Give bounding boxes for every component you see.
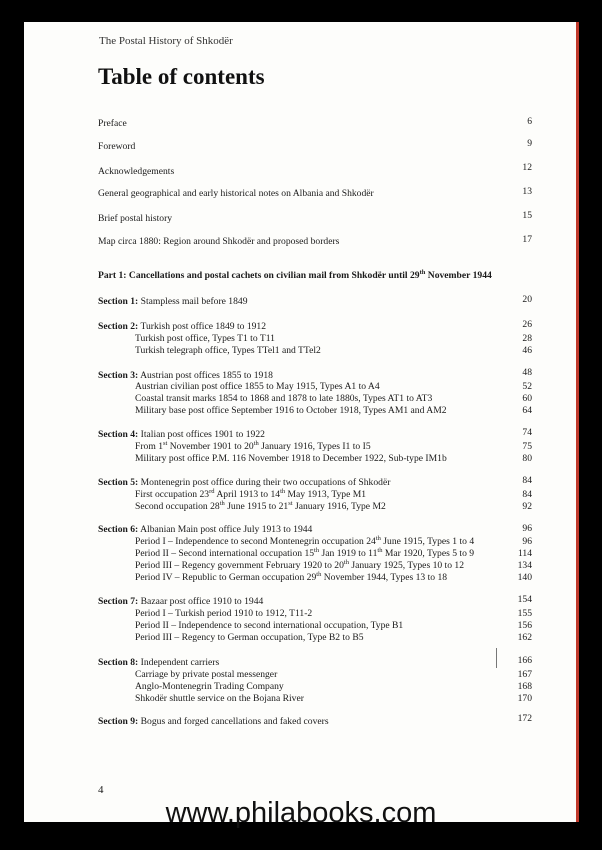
section-number: Section 4: [98, 429, 139, 440]
section-title: Bazaar post office 1910 to 1944 [140, 596, 264, 607]
toc-subentry-page: 46 [522, 345, 532, 356]
section-page: 154 [517, 594, 532, 605]
section-number: Section 7: [98, 596, 139, 607]
toc-entry-page: 9 [527, 138, 532, 149]
toc-subentry-label: Anglo-Montenegrin Trading Company [135, 681, 284, 692]
running-header: The Postal History of Shkodër [99, 35, 233, 47]
page-edge [576, 22, 579, 822]
page-number: 4 [98, 784, 104, 796]
section-page: 74 [522, 427, 532, 438]
part-heading [98, 270, 492, 281]
toc-subentry-label: Military base post office September 1916 to October 1918, Types AM1 and AM2 [135, 405, 447, 416]
section-number: Section 8: [98, 657, 139, 668]
toc-entry-label: Map circa 1880: Region around Shkodër and proposed borders [98, 236, 340, 247]
toc-subentry-page: 134 [517, 560, 532, 571]
toc-subentry-page: 80 [522, 453, 532, 464]
toc-subentry-label: Carriage by private postal messenger [135, 669, 278, 680]
section-number: Section 1: [98, 296, 139, 307]
toc-subentry-page: 75 [522, 441, 532, 452]
toc-entry-page: 12 [522, 162, 532, 173]
toc-subentry-page: 64 [522, 405, 532, 416]
toc-subentry-label: Shkodër shuttle service on the Bojana River [135, 693, 304, 704]
toc-entry-page: 17 [522, 234, 532, 245]
toc-subentry-page: 96 [522, 536, 532, 547]
part-heading-tail: November 1944 [425, 270, 492, 281]
section-title: Italian post offices 1901 to 1922 [140, 429, 265, 440]
toc-entry-page: 13 [522, 186, 532, 197]
toc-subentry-label: Period I – Turkish period 1910 to 1912, T11-2 [135, 608, 313, 619]
part-heading-sup: th [419, 269, 426, 276]
section-page: 84 [522, 475, 532, 486]
page-content: The Postal History of Shkodër Table of contents Preface 6 Foreword 9 Acknowledgements 12 General geographical and early historical notes on Albania and Shkodër 13 Brief postal history 15 Map circa 1880: Region around Shkodër and proposed borders 17 Part 1: Cancellations and postal cachets on civilian mail from Shkodër until 29th November 1944 Section 1: Stampless mail before 1849 20 Section 2: Turkish post office 1849 to 1912 26 Turkish post office, Types T1 to T11 28 Turkish telegraph office, Types TTel1 and TTel2 46 Section 3: Austrian post offices 1855 to 1918 48 Austrian civilian post office 1855 to May 1915, Types A1 to A4 52 Coastal transit marks 1854 to 1868 and 1878 to late 1880s, Types AT1 to AT3 60 Military base post office September 1916 to October 1918, Types AM1 and AM2 64 Section 4: Italian post offices 1901 to 1922 74 From 1st November 1901 to 20th January 1916, Types I1 to I5 75 Military post office P.M. 116 November 1918 to December 1922, Sub-type IM1b 80 Section 5: Montenegrin post office during their two occupations of Shkodër 84 First occupation 23rd April 1913 to 14th May 1913, Type M1 84 Second occupation 28th June 1915 to 21st January 1916, Type M2 92 Section 6: Albanian Main post office July 1913 to 1944 96 Period I – Independence to second Montenegrin occupation 24th June 1915, Types 1 to 4 96 Period II – Second international occupation 15th Jan 1919 to 11th Mar 1920, Types 5 to 9 114 Period III – Regency government February 1920 to 20th January 1925, Types 10 to 12 134 Period IV – Republic to German occupation 29th November 1944, Types 13 to 18 140 Section 7: Bazaar post office 1910 to 1944 154 Period I – Turkish period 1910 to 1912, T11-2 155 Period II – Independence to second international occupation, Type B1 156 Period III – Regency to German occupation, Type B2 to B5 162 Section 8: Independent carriers 166 Carriage by private postal messenger 167 Anglo-Montenegrin Trading Company 168 Shkodër shuttle service on the Bojana River 170 Section 9: Bogus and forged cancellations and faked covers 172 4 [98, 35, 532, 796]
toc-subentry-page: 170 [517, 693, 532, 704]
section-number: Section 3: [98, 370, 139, 381]
watermark-url: www.philabooks.com [165, 797, 437, 829]
section-title: Turkish post office 1849 to 1912 [140, 321, 267, 332]
section-title: Montenegrin post office during their two occupations of Shkodër [140, 477, 391, 488]
section-number: Section 6: [98, 524, 139, 535]
toc-subentry-label: Period III – Regency to German occupation, Type B2 to B5 [135, 632, 364, 643]
section-title: Austrian post offices 1855 to 1918 [140, 370, 273, 381]
toc-entry-page: 15 [522, 210, 532, 221]
section-page: 48 [522, 367, 532, 378]
section-page: 166 [517, 655, 532, 666]
section-number: Section 2: [98, 321, 139, 332]
toc-subentry-page: 114 [517, 548, 532, 559]
toc-subentry-page: 28 [522, 333, 532, 344]
toc-entry-label: Acknowledgements [98, 166, 175, 177]
section-title: Albanian Main post office July 1913 to 1944 [140, 524, 313, 535]
section-page: 172 [517, 713, 532, 724]
section-number: Section 5: [98, 477, 139, 488]
toc-entry-label: Foreword [98, 141, 136, 152]
toc-subentry-page: 92 [522, 501, 532, 512]
toc-entry-label: General geographical and early historical notes on Albania and Shkodër [98, 188, 374, 199]
toc-subentry-page: 162 [517, 632, 532, 643]
section-title: Bogus and forged cancellations and faked covers [140, 716, 329, 727]
toc-subentry-label: Turkish telegraph office, Types TTel1 and TTel2 [135, 345, 321, 356]
section-title: Stampless mail before 1849 [140, 296, 248, 307]
toc-subentry-page: 52 [522, 381, 532, 392]
toc-subentry-label: Period II – Independence to second international occupation, Type B1 [135, 620, 404, 631]
toc-subentry-label: Austrian civilian post office 1855 to May 1915, Types A1 to A4 [135, 381, 380, 392]
section-page: 26 [522, 319, 532, 330]
toc-subentry-page: 155 [517, 608, 532, 619]
toc-subentry-page: 156 [517, 620, 532, 631]
section-number: Section 9: [98, 716, 139, 727]
section-title: Independent carriers [140, 657, 220, 668]
toc-subentry-label: Coastal transit marks 1854 to 1868 and 1878 to late 1880s, Types AT1 to AT3 [135, 393, 433, 404]
toc-subentry-page: 140 [517, 572, 532, 583]
toc-subentry-page: 167 [517, 669, 532, 680]
toc-subentry-page: 84 [522, 489, 532, 500]
toc-entry-label: Brief postal history [98, 213, 173, 224]
toc-entry-page: 6 [527, 116, 532, 127]
section-page: 96 [522, 523, 532, 534]
toc-subentry-label: Military post office P.M. 116 November 1918 to December 1922, Sub-type IM1b [135, 453, 447, 464]
section-page: 20 [522, 294, 532, 305]
toc-subentry-page: 60 [522, 393, 532, 404]
part-heading-text: Part 1: Cancellations and postal cachets on civilian mail from Shkodër until 29 [98, 270, 420, 281]
toc-subentry-page: 168 [517, 681, 532, 692]
page-title: Table of contents [98, 64, 265, 89]
toc-subentry-label: Turkish post office, Types T1 to T11 [135, 333, 275, 344]
toc-entry-label: Preface [98, 118, 127, 129]
